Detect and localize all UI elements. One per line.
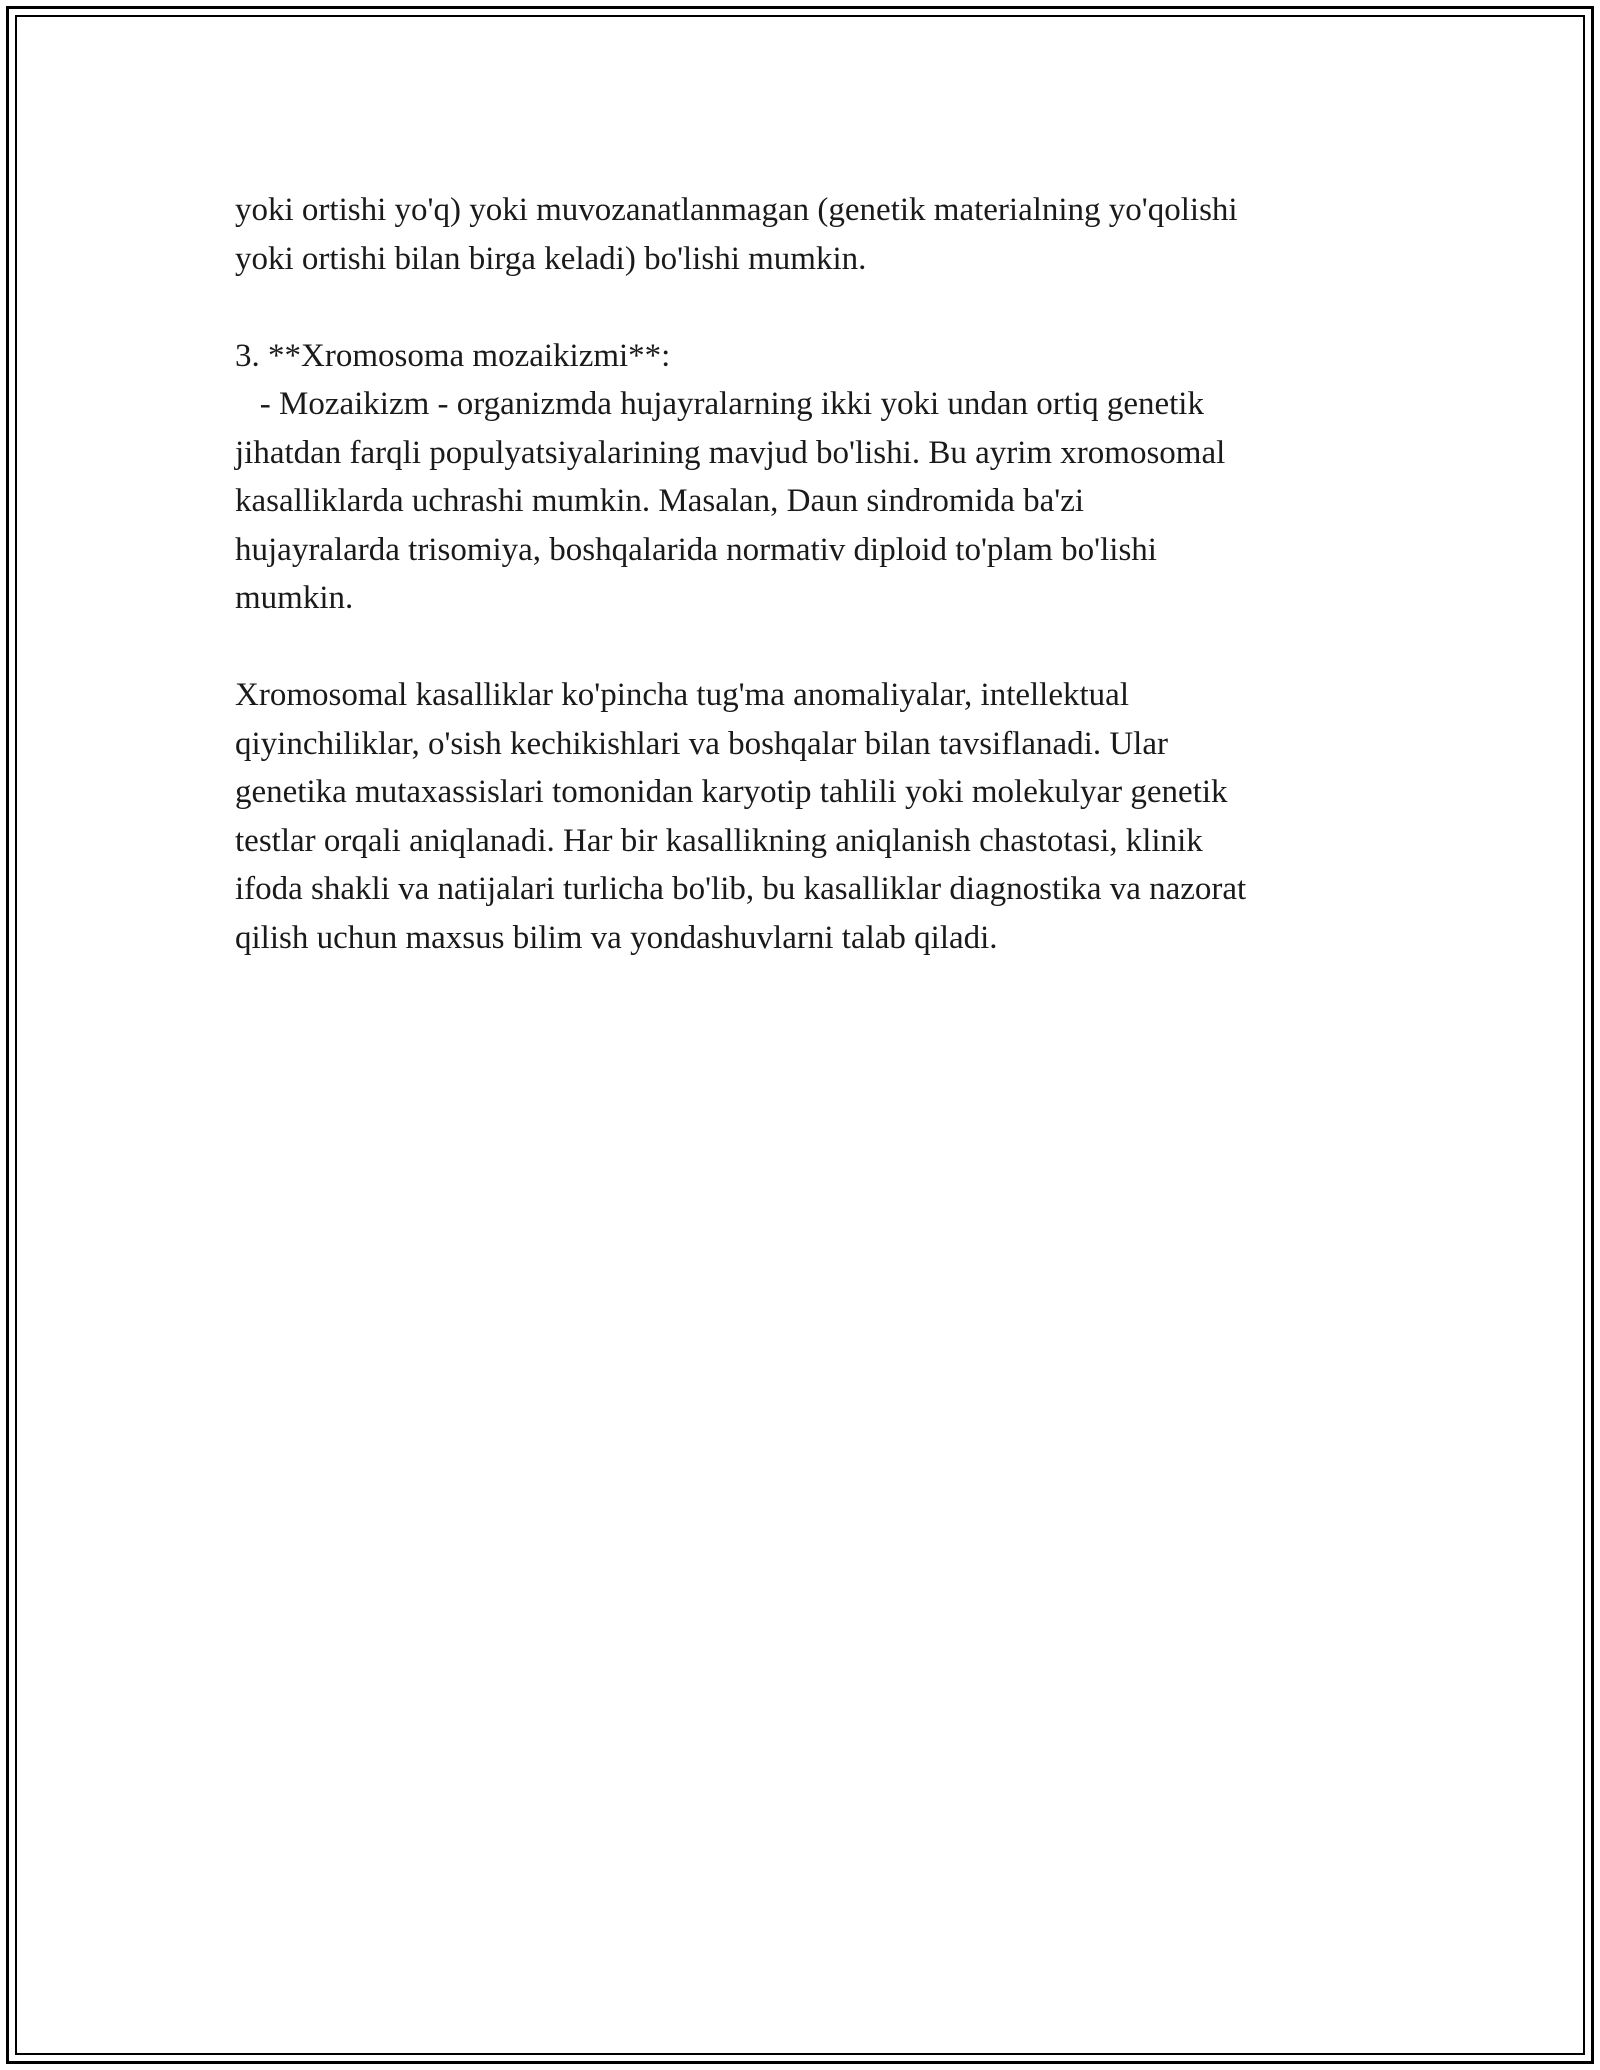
text-line: yoki ortishi bilan birga keladi) bo'lishi mumkin. xyxy=(235,240,867,277)
blank-line xyxy=(235,623,1375,672)
section-heading: 3. **Xromosoma mozaikizmi**: xyxy=(235,337,671,374)
text-line: qilish uchun maxsus bilim va yondashuvlarni talab qiladi. xyxy=(235,919,998,956)
text-line: hujayralarda trisomiya, boshqalarida normativ diploid to'plam bo'lishi xyxy=(235,531,1157,568)
document-body xyxy=(235,186,1375,962)
text-line: ifoda shakli va natijalari turlicha bo'lib, bu kasalliklar diagnostika va nazorat xyxy=(235,871,1247,907)
text-line: - Mozaikizm - organizmda hujayralarning ikki yoki undan ortiq genetik xyxy=(235,386,1204,422)
text-line: testlar orqali aniqlanadi. Har bir kasallikning aniqlanish chastotasi, klinik xyxy=(235,822,1203,859)
text-line: Xromosomal kasalliklar ko'pincha tug'ma anomaliyalar, intellektual xyxy=(235,677,1129,713)
blank-line xyxy=(235,283,1375,332)
text-line: genetika mutaxassislari tomonidan karyotip tahlili yoki molekulyar genetik xyxy=(235,774,1228,810)
paragraph-1 xyxy=(235,186,1375,283)
paragraph-3 xyxy=(235,671,1375,962)
text-line: mumkin. xyxy=(235,580,354,616)
text-line: yoki ortishi yo'q) yoki muvozanatlanmagan (genetik materialning yo'qolishi xyxy=(235,192,1238,228)
paragraph-2 xyxy=(235,380,1375,623)
text-line: jihatdan farqli populyatsiyalarining mavjud bo'lishi. Bu ayrim xromosomal xyxy=(235,434,1226,471)
text-line: qiyinchiliklar, o'sish kechikishlari va boshqalar bilan tavsiflanadi. Ular xyxy=(235,725,1168,762)
text-line: kasalliklarda uchrashi mumkin. Masalan, Daun sindromida ba'zi xyxy=(235,483,1085,519)
